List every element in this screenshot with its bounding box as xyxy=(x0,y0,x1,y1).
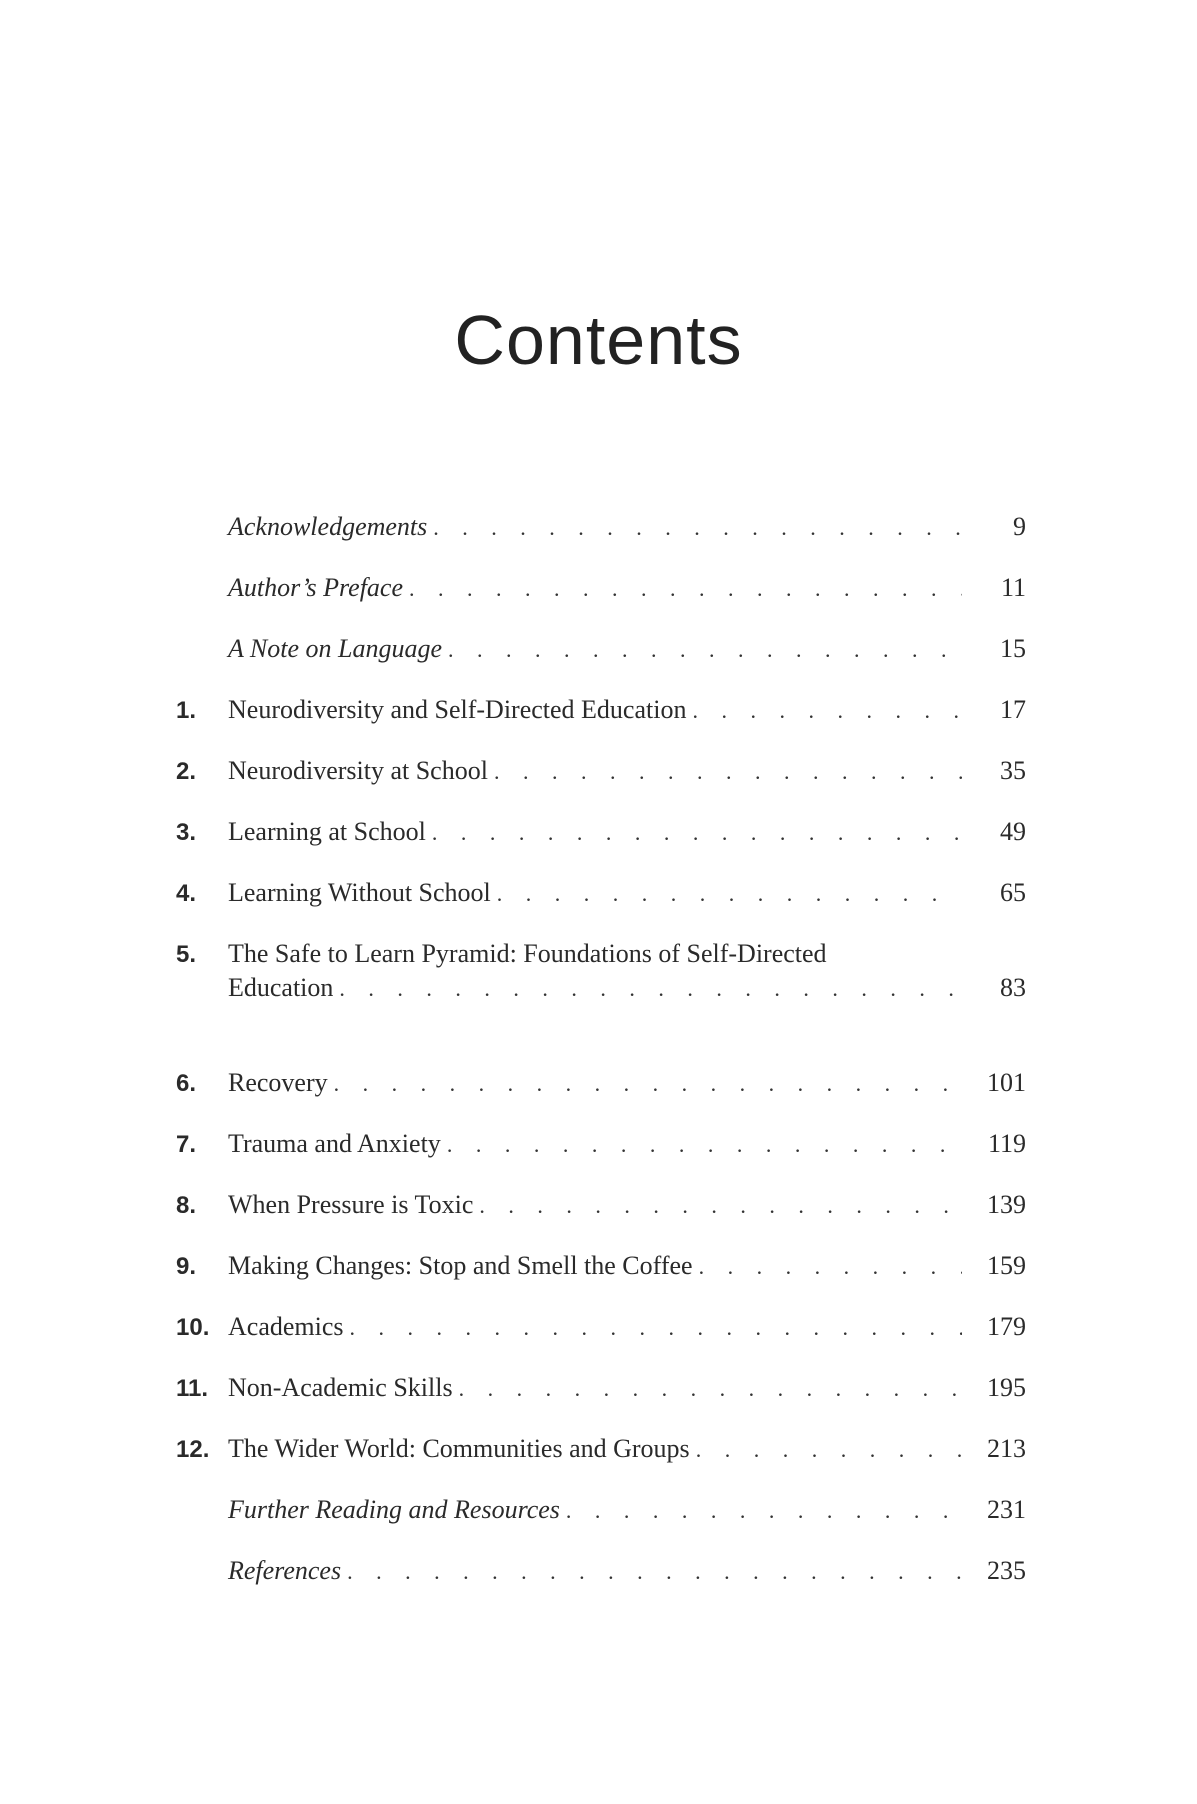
chapter-number: 5. xyxy=(176,941,197,968)
page-number: 17 xyxy=(1000,695,1026,724)
page-number: 9 xyxy=(1013,512,1026,541)
chapter-number: 8. xyxy=(176,1192,197,1219)
dot-leader xyxy=(699,1250,962,1284)
dot-leader xyxy=(334,1067,962,1101)
page-number: 213 xyxy=(987,1434,1026,1463)
toc-entry xyxy=(176,1432,1026,1466)
toc-entry xyxy=(176,1493,1026,1527)
chapter-number: 10. xyxy=(176,1314,210,1341)
page-number: 139 xyxy=(987,1190,1026,1219)
page-number: 179 xyxy=(987,1312,1026,1341)
entry-title: Neurodiversity and Self-Directed Education xyxy=(228,695,687,724)
dot-leader xyxy=(696,1433,962,1467)
dot-leader xyxy=(433,511,962,545)
page-number: 159 xyxy=(987,1251,1026,1280)
dot-leader xyxy=(479,1189,962,1223)
entry-title: References xyxy=(228,1556,342,1585)
entry-title: Recovery xyxy=(228,1068,328,1097)
chapter-number: 9. xyxy=(176,1253,197,1280)
dot-leader xyxy=(447,1128,962,1162)
dot-leader xyxy=(432,816,962,850)
toc-entry xyxy=(176,815,1026,849)
chapter-number: 2. xyxy=(176,758,197,785)
toc-entry xyxy=(176,1554,1026,1588)
toc-entry xyxy=(176,1310,1026,1344)
toc-entry xyxy=(176,754,1026,788)
page-number: 15 xyxy=(1000,634,1026,663)
chapter-number: 11. xyxy=(176,1375,209,1402)
entry-title: Academics xyxy=(228,1312,344,1341)
chapter-number: 7. xyxy=(176,1131,197,1158)
page-number: 65 xyxy=(1000,878,1026,907)
toc-entry xyxy=(176,510,1026,544)
page-number: 83 xyxy=(1000,973,1026,1002)
toc-entry xyxy=(176,1188,1026,1222)
page-number: 35 xyxy=(1000,756,1026,785)
entry-title-line1: The Safe to Learn Pyramid: Foundations of Self-Directed xyxy=(228,939,827,968)
page-number: 235 xyxy=(987,1556,1026,1585)
entry-title: Education xyxy=(228,973,334,1002)
chapter-number: 12. xyxy=(176,1436,210,1463)
page-number: 195 xyxy=(987,1373,1026,1402)
chapter-number: 4. xyxy=(176,880,197,907)
entry-title: Acknowledgements xyxy=(228,512,428,541)
toc-entry xyxy=(176,937,1026,1005)
entry-title: Further Reading and Resources xyxy=(228,1495,560,1524)
toc-entry xyxy=(176,1066,1026,1100)
page-number: 231 xyxy=(987,1495,1026,1524)
chapter-number: 1. xyxy=(176,697,197,724)
entry-title: Making Changes: Stop and Smell the Coffee xyxy=(228,1251,693,1280)
dot-leader xyxy=(350,1311,962,1345)
dot-leader xyxy=(692,694,962,728)
toc-entry xyxy=(176,571,1026,605)
page-number: 101 xyxy=(987,1068,1026,1097)
entry-title: Learning Without School xyxy=(228,878,491,907)
toc-entry xyxy=(176,632,1026,666)
entry-title: The Wider World: Communities and Groups xyxy=(228,1434,690,1463)
toc-entry xyxy=(176,1371,1026,1405)
entry-title: Learning at School xyxy=(228,817,426,846)
page-number: 119 xyxy=(987,1129,1026,1158)
chapter-number: 6. xyxy=(176,1070,197,1097)
entry-title: When Pressure is Toxic xyxy=(228,1190,474,1219)
toc-entry xyxy=(176,1127,1026,1161)
entry-title: A Note on Language xyxy=(228,634,443,663)
entry-title: Author’s Preface xyxy=(228,573,403,602)
page-title: Contents xyxy=(454,301,743,379)
chapter-number: 3. xyxy=(176,819,197,846)
dot-leader xyxy=(339,972,962,1006)
dot-leader xyxy=(497,877,962,911)
dot-leader xyxy=(347,1555,962,1589)
toc-entry xyxy=(176,876,1026,910)
entry-title: Trauma and Anxiety xyxy=(228,1129,441,1158)
dot-leader xyxy=(494,755,962,789)
dot-leader xyxy=(566,1494,962,1528)
page-number: 49 xyxy=(1000,817,1026,846)
dot-leader xyxy=(459,1372,962,1406)
dot-leader xyxy=(448,633,962,667)
toc-entry xyxy=(176,693,1026,727)
entry-title: Neurodiversity at School xyxy=(228,756,488,785)
page-number: 11 xyxy=(1000,573,1026,602)
dot-leader xyxy=(409,572,962,606)
toc-entry xyxy=(176,1249,1026,1283)
entry-title: Non-Academic Skills xyxy=(228,1373,453,1402)
